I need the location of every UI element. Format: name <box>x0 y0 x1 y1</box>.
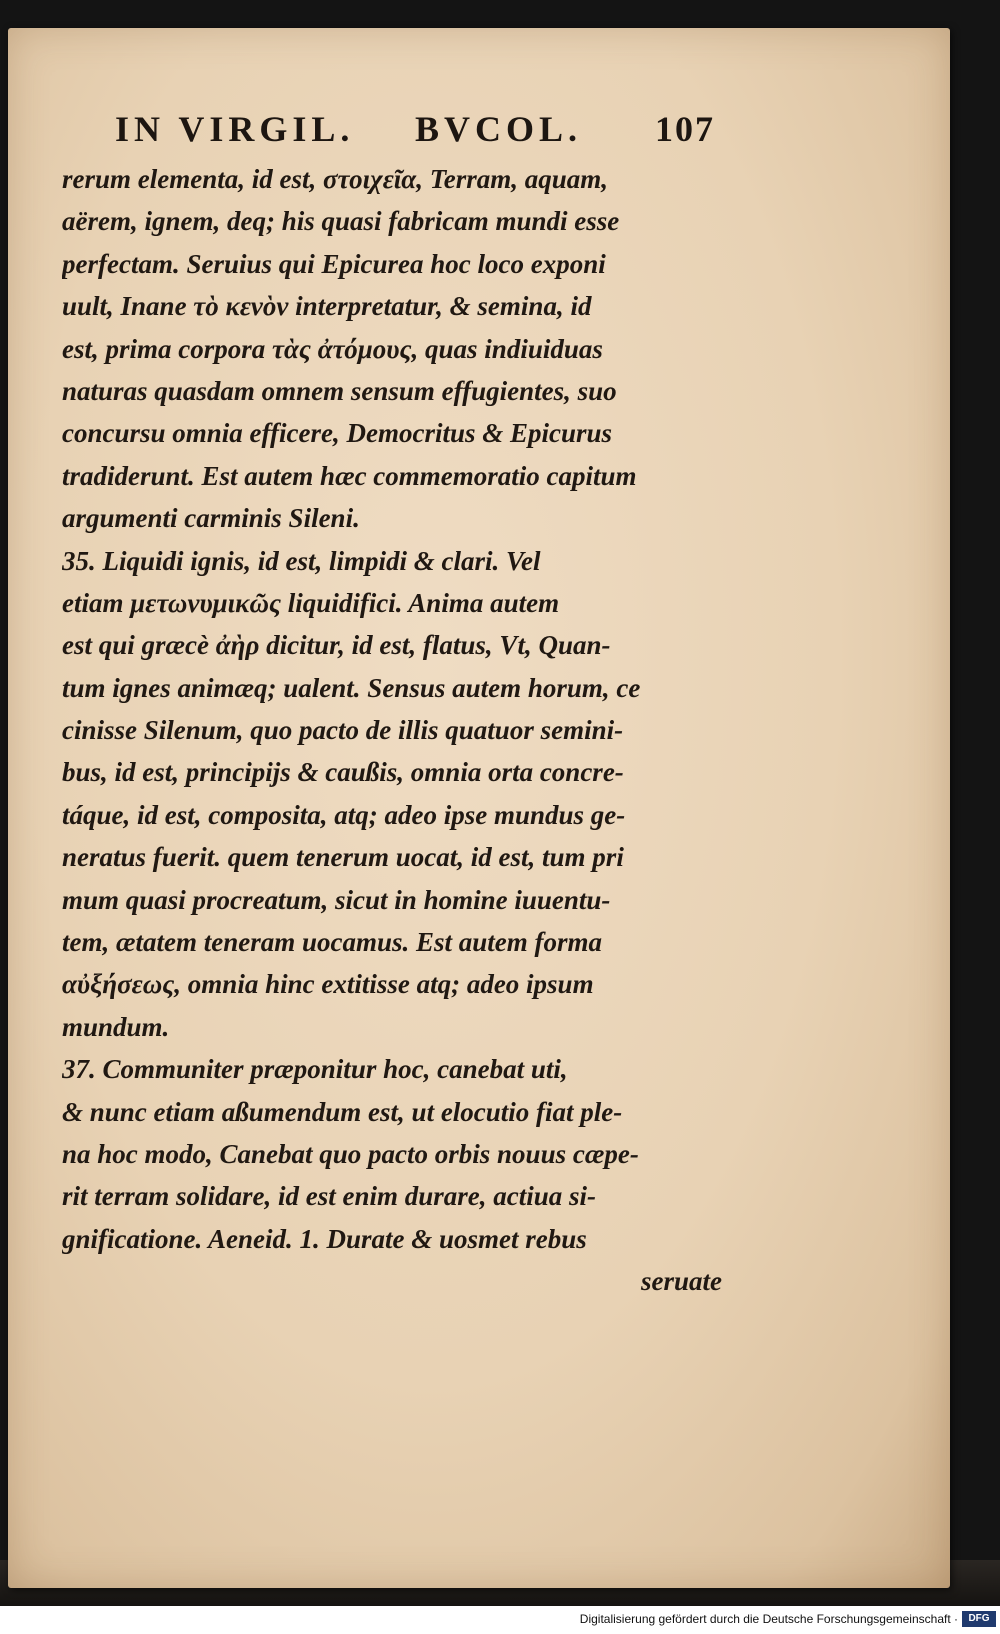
footer-bar <box>0 1606 1000 1634</box>
text-line: argumenti carminis Sileni. <box>62 503 360 534</box>
text-line: est qui græcè ἀὴρ dicitur, id est, flatus, Vt, Quan- <box>62 630 611 661</box>
text-line: rerum elementa, id est, στοιχεῖα, Terram, aquam, <box>62 164 608 194</box>
text-line: αὐξήσεως, omnia hinc extitisse atq; adeo ipsum <box>62 969 594 1000</box>
text-line: tum ignes animæq; ualent. Sensus autem horum, ce <box>62 672 641 703</box>
text-line: tem, ætatem teneram uocamus. Est autem forma <box>62 927 603 958</box>
text-line: 35. Liquidi ignis, id est, limpidi & clari. Vel <box>62 545 541 576</box>
body-text <box>62 158 722 1303</box>
page-number: 107 <box>655 109 715 149</box>
text-line: gnificatione. Aeneid. 1. Durate & uosmet rebus <box>62 1223 587 1254</box>
text-line: 37. Communiter præponitur hoc, canebat uti, <box>62 1054 568 1085</box>
dfg-logo: DFG <box>962 1611 996 1627</box>
text-line: tradiderunt. Est autem hæc commemoratio capitum <box>62 460 637 491</box>
text-line: mum quasi procreatum, sicut in homine iuuentu- <box>62 884 611 915</box>
text-line: etiam μετωνυμικῶς liquidifici. Anima autem <box>62 587 560 618</box>
text-line: rit terram solidare, id est enim durare, actiua si- <box>62 1181 597 1212</box>
text-line: perfectam. Seruius qui Epicurea hoc loco exponi <box>62 248 606 279</box>
text-line: & nunc etiam aßumendum est, ut elocutio fiat ple- <box>62 1096 623 1127</box>
catchword: seruate <box>641 1266 722 1297</box>
text-line: neratus fuerit. quem tenerum uocat, id est, tum pri <box>62 842 624 873</box>
text-line: naturas quasdam omnem sensum effugientes, suo <box>62 375 617 406</box>
text-line: mundum. <box>62 1011 170 1042</box>
text-line: aërem, ignem, deq; his quasi fabricam mundi esse <box>62 206 620 237</box>
text-line: concursu omnia efficere, Democritus & Epicurus <box>62 418 613 449</box>
text-line: táque, id est, composita, atq; adeo ipse mundus ge- <box>62 799 626 830</box>
running-head <box>115 108 715 148</box>
running-head-mid: BVCOL. <box>415 109 583 149</box>
text-line: bus, id est, principijs & caußis, omnia orta concre- <box>62 757 624 788</box>
text-line: est, prima corpora τὰς ἀτόμους, quas indiuiduas <box>62 333 603 364</box>
text-line: uult, Inane τὸ κενὸν interpretatur, & semina, id <box>62 291 592 322</box>
running-head-left: IN VIRGIL. <box>115 109 355 149</box>
funding-credit: Digitalisierung gefördert durch die Deutsche Forschungsgemeinschaft · <box>579 1612 958 1626</box>
text-line: cinisse Silenum, quo pacto de illis quatuor semini- <box>62 715 624 746</box>
text-line: na hoc modo, Canebat quo pacto orbis nouus cæpe- <box>62 1138 639 1169</box>
